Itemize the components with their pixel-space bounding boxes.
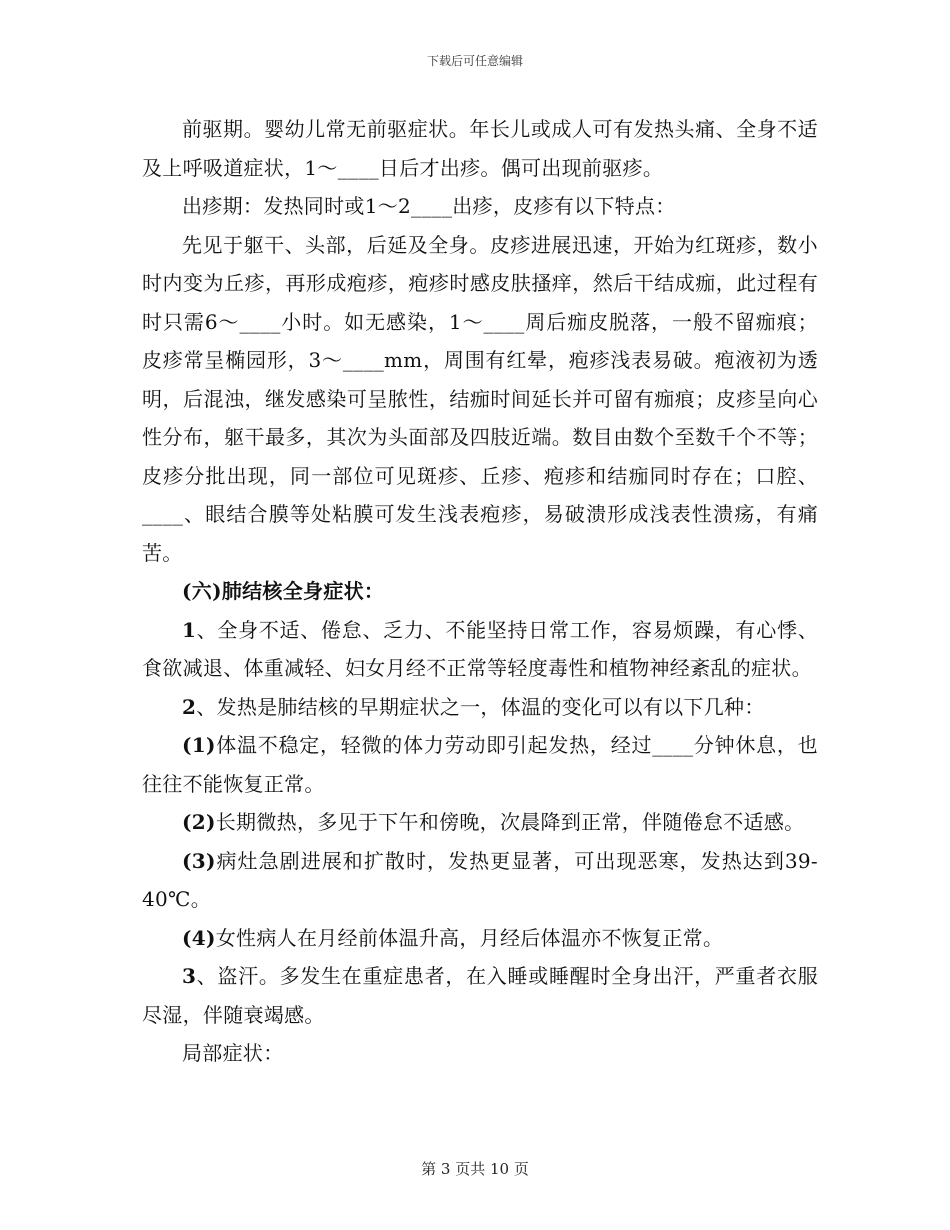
list-item-3: [142, 957, 818, 1034]
section-heading-tb-symptoms: (六)肺结核全身症状：: [182, 579, 385, 603]
page-footer: 第 3 页共 10 页: [421, 1160, 529, 1178]
sub-item-4: [142, 919, 818, 958]
sub-item-2: [142, 803, 818, 842]
sub-item-text: 病灶急剧进展和扩散时，发热更显著，可出现恶寒，发热达到39-40℃。: [142, 848, 818, 911]
list-item-2: [142, 688, 818, 727]
list-item-text: 、全身不适、倦怠、乏力、不能坚持日常工作，容易烦躁，有心悸、食欲减退、体重减轻、妇女月经不正常等轻度毒性和植物神经紊乱的症状。: [142, 617, 818, 680]
paragraph-local-symptoms: 局部症状：: [182, 1041, 284, 1065]
sub-item-number: (2): [182, 810, 216, 834]
document-body: [142, 110, 818, 1073]
sub-item-3: [142, 842, 818, 919]
paragraph-eruption-intro: 出疹期：发热同时或1～2____出疹，皮疹有以下特点：: [182, 194, 676, 218]
paragraph-rash-features: 先见于躯干、头部，后延及全身。皮疹进展迅速，开始为红斑疹，数小时内变为丘疹，再形成疱疹，疱疹时感皮肤搔痒，然后干结成痂，此过程有时只需6～____小时。如无感染，1～____周后痂皮脱落，一般不留痂痕；皮疹常呈椭园形，3～____mm，周围有红晕，疱疹浅表易破。疱液初为透明，后混浊，继发感染可呈脓性，结痂时间延长并可留有痂痕；皮疹呈向心性分布，躯干最多，其次为头面部及四肢近端。数目由数个至数千个不等；皮疹分批出现，同一部位可见斑疹、丘疹、疱疹和结痂同时存在；口腔、____、眼结合膜等处粘膜可发生浅表疱疹，易破溃形成浅表性溃疡，有痛苦。: [142, 232, 818, 565]
sub-item-text: 长期微热，多见于下午和傍晚，次晨降到正常，伴随倦怠不适感。: [215, 810, 805, 834]
sub-item-number: (3): [182, 848, 216, 873]
list-item-number: 1: [182, 617, 197, 642]
list-item-number: 2: [182, 694, 197, 719]
sub-item-number: (1): [182, 733, 216, 757]
list-item-number: 3: [182, 964, 197, 988]
list-item-text: 、发热是肺结核的早期症状之一，体温的变化可以有以下几种：: [196, 694, 765, 719]
paragraph-prodromal: 前驱期。婴幼儿常无前驱症状。年长儿或成人可有发热头痛、全身不适及上呼吸道症状，1～____日后才出疹。偶可出现前驱疹。: [142, 117, 818, 180]
list-item-1: [142, 611, 818, 688]
list-item-text: 、盗汗。多发生在重症患者，在入睡或睡醒时全身出汗，严重者衣服尽湿，伴随衰竭感。: [142, 964, 818, 1027]
sub-item-1: [142, 726, 818, 803]
page-header: 下载后可任意编辑: [426, 54, 523, 68]
sub-item-text: 体温不稳定，轻微的体力劳动即引起发热，经过____分钟休息，也往往不能恢复正常。: [142, 733, 818, 796]
sub-item-text: 女性病人在月经前体温升高，月经后体温亦不恢复正常。: [215, 925, 724, 950]
sub-item-number: (4): [182, 925, 216, 950]
